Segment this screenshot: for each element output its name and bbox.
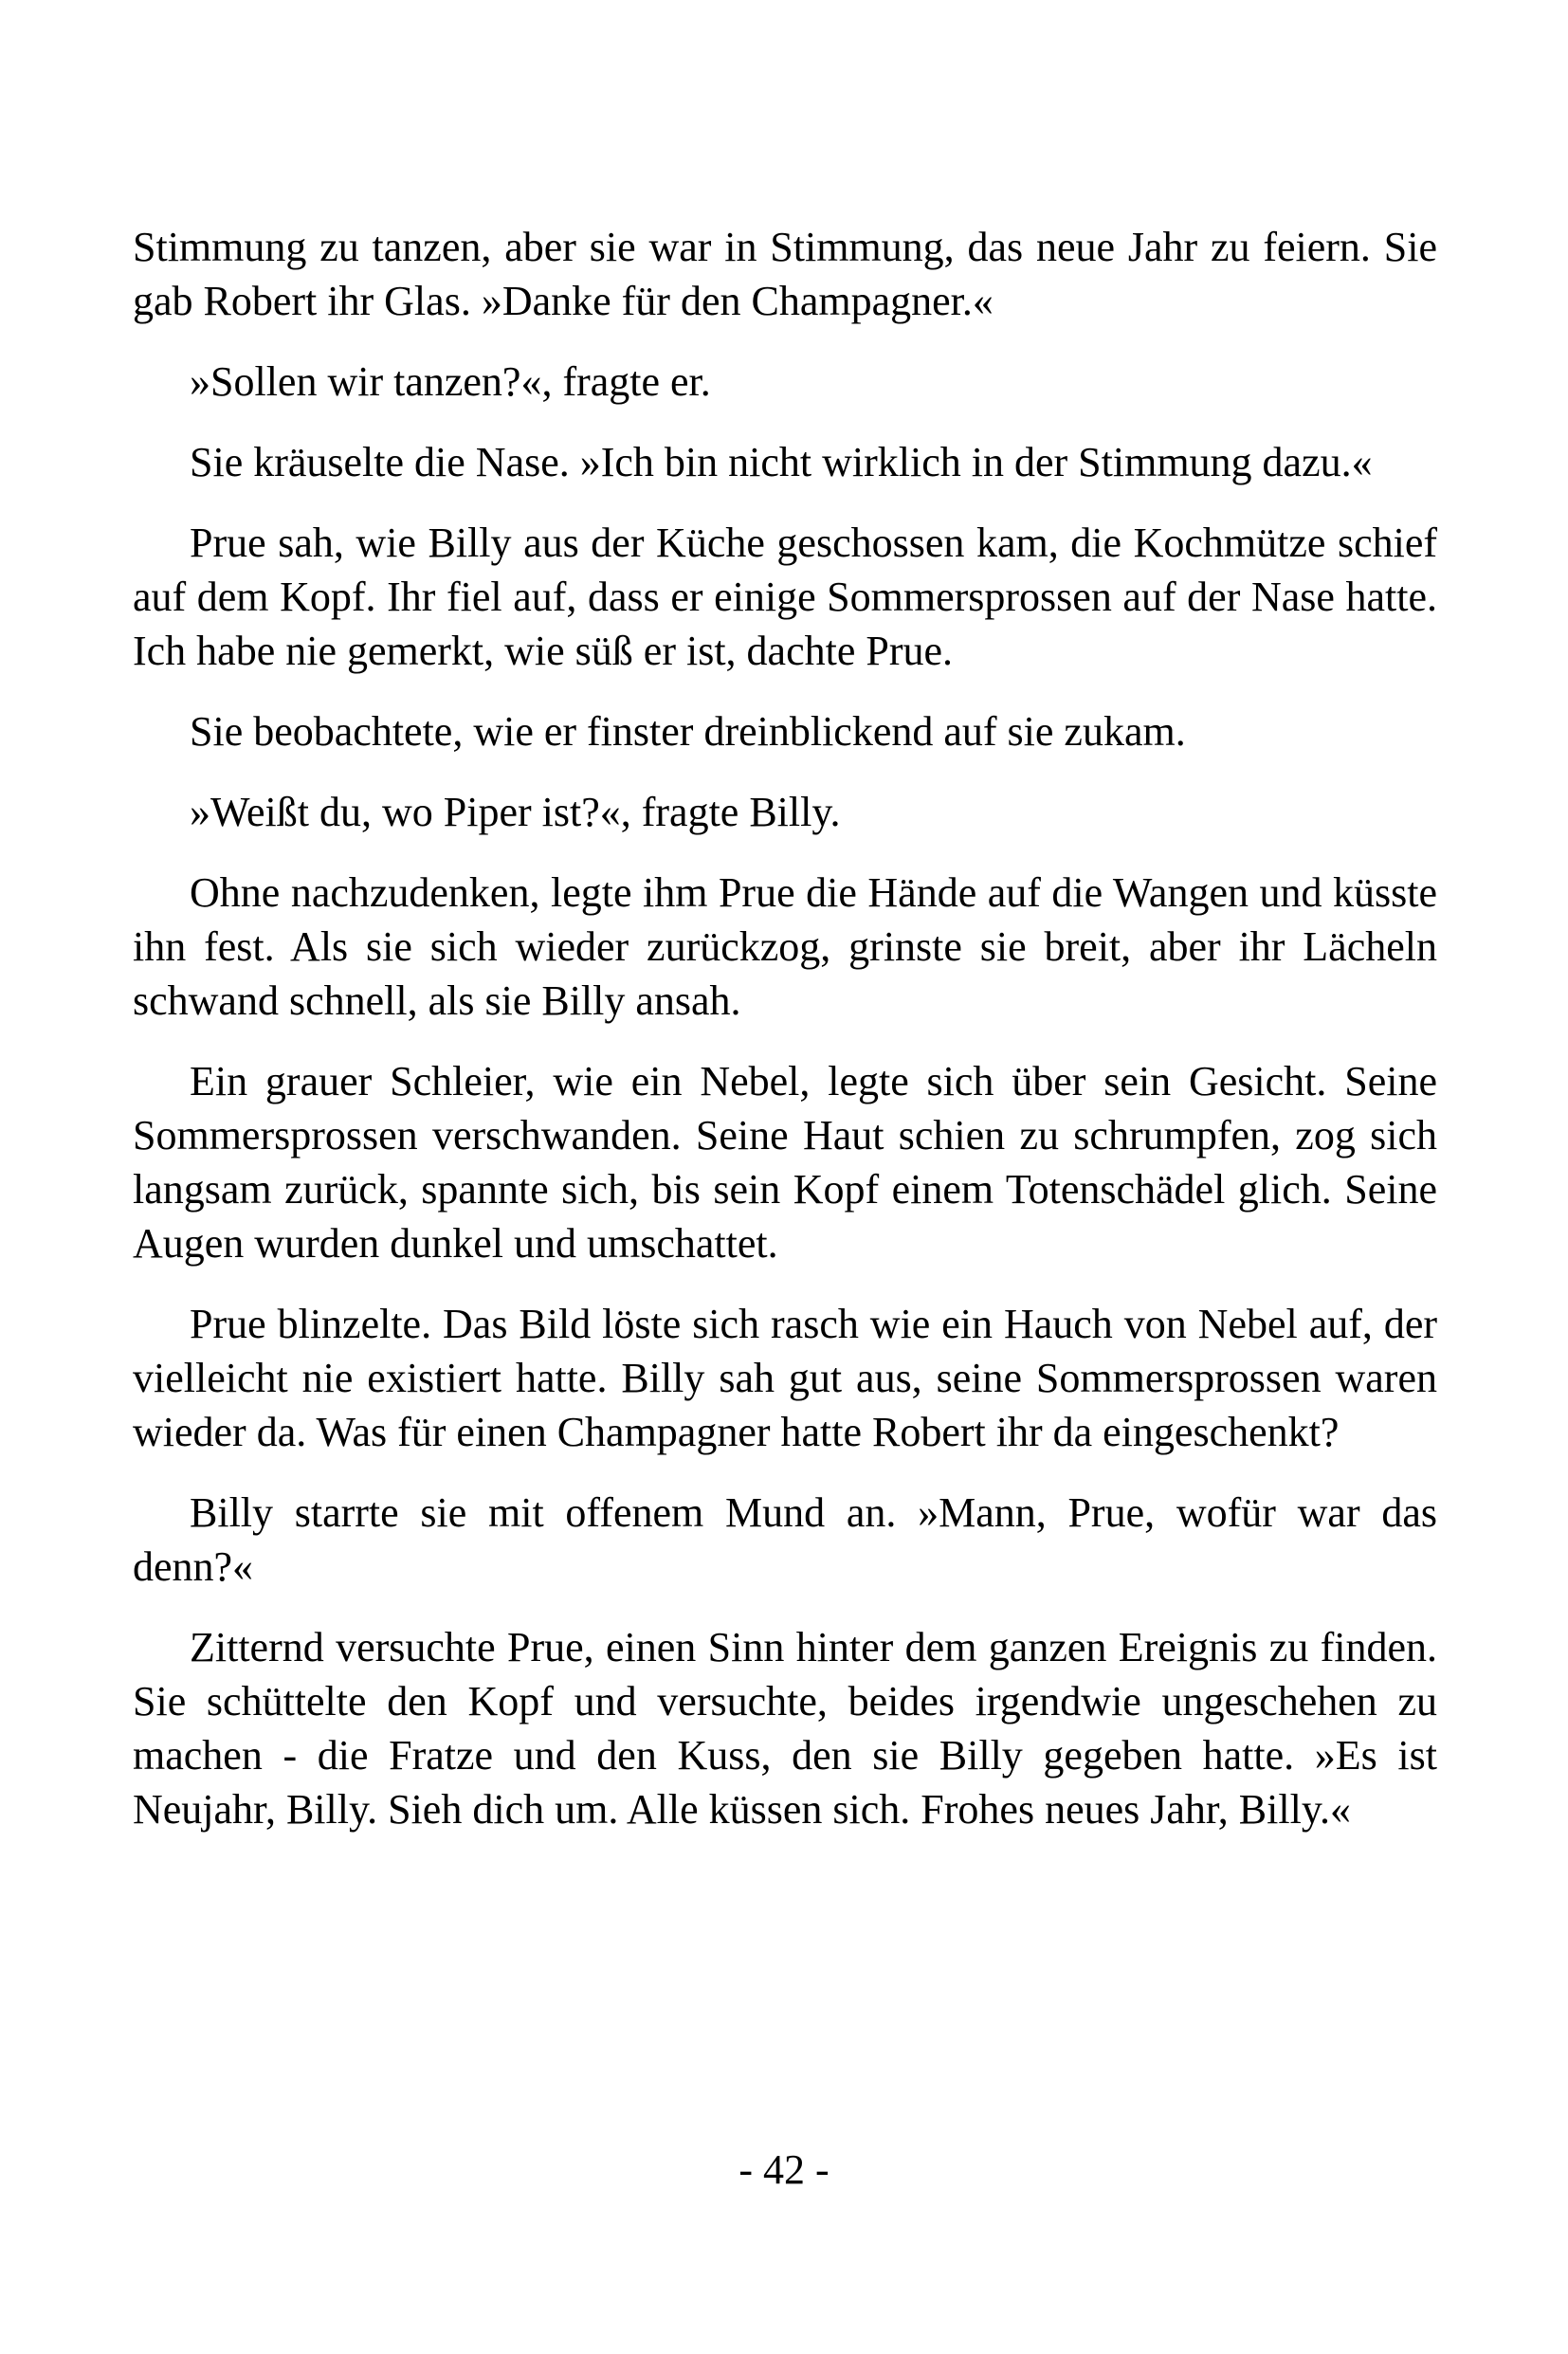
paragraph: Prue sah, wie Billy aus der Küche geschossen kam, die Kochmütze schief auf dem Kopf. Ihr fiel auf, dass er einige Sommersprossen auf der Nase hatte. Ich habe nie gemerkt, wie süß er ist, dachte Prue. bbox=[133, 520, 1437, 674]
paragraph: Sie kräuselte die Nase. »Ich bin nicht wirklich in der Stimmung dazu.« bbox=[190, 439, 1373, 485]
paragraph: »Weißt du, wo Piper ist?«, fragte Billy. bbox=[190, 789, 841, 835]
paragraph: Ohne nachzudenken, legte ihm Prue die Hände auf die Wangen und küsste ihn fest. Als sie sich wieder zurückzog, grinste sie breit, aber ihr Lächeln schwand schnell, als sie Billy ansah. bbox=[133, 869, 1437, 1024]
page-number: - 42 - bbox=[738, 2146, 830, 2193]
paragraph: Prue blinzelte. Das Bild löste sich rasch wie ein Hauch von Nebel auf, der vielleicht nie existiert hatte. Billy sah gut aus, seine Sommersprossen waren wieder da. Was für einen Champagner hatte Robert ihr da eingeschenkt? bbox=[133, 1301, 1437, 1455]
paragraph: Zitternd versuchte Prue, einen Sinn hinter dem ganzen Ereignis zu finden. Sie schüttelte den Kopf und versuchte, beides irgendwie ungeschehen zu machen - die Fratze und den Kuss, den sie Billy gegeben hatte. »Es ist Neujahr, Billy. Sieh dich um. Alle küssen sich. Frohes neues Jahr, Billy.« bbox=[133, 1624, 1437, 1833]
paragraph: »Sollen wir tanzen?«, fragte er. bbox=[190, 358, 711, 405]
paragraph-continuation: Stimmung zu tanzen, aber sie war in Stimmung, das neue Jahr zu feiern. Sie gab Robert ihr Glas. »Danke für den Champagner.« bbox=[133, 224, 1437, 324]
paragraph: Billy starrte sie mit offenem Mund an. »Mann, Prue, wofür war das denn?« bbox=[133, 1489, 1437, 1590]
paragraph: Ein grauer Schleier, wie ein Nebel, legte sich über sein Gesicht. Seine Sommersprossen verschwanden. Seine Haut schien zu schrumpfen, zog sich langsam zurück, spannte sich, bis sein Kopf einem Totenschädel glich. Seine Augen wurden dunkel und umschattet. bbox=[133, 1058, 1437, 1267]
page-body bbox=[133, 220, 1437, 1836]
paragraph: Sie beobachtete, wie er finster dreinblickend auf sie zukam. bbox=[190, 708, 1186, 755]
